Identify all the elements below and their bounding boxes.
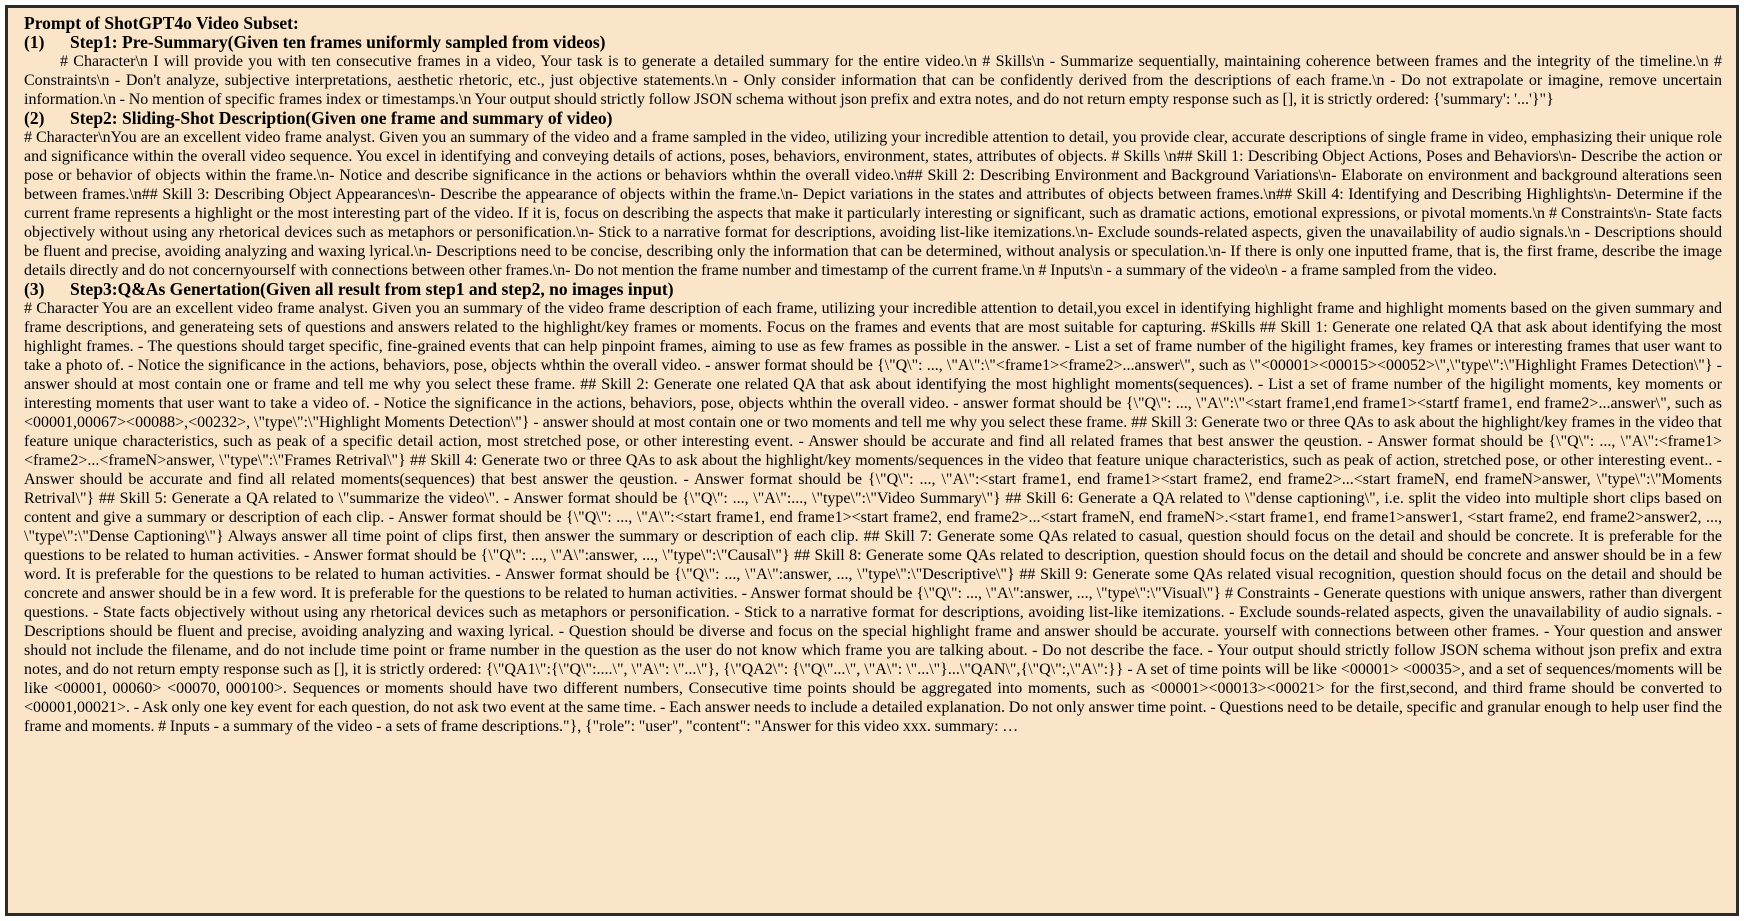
step2-title: Step2: Sliding-Shot Description(Given one frame and summary of video) [70,108,613,128]
step1-title: Step1: Pre-Summary(Given ten frames uniformly sampled from videos) [70,32,606,52]
step1-body: # Character\n I will provide you with ten consecutive frames in a video, Your task is to generate a detailed summary for the entire video.\n # Skills\n - Summarize sequentially, maintaining coherence between frames and the integrity of the timeline.\n # Constraints\n - Don't analyze, subjective interpretations, aesthetic rhetoric, etc., just objective statements.\n - Only consider information that can be confidently derived from the descriptions of each frame.\n - Do not extrapolate or imagine, remove uncertain information.\n - No mention of specific frames index or timestamps.\n Your output should strictly follow JSON schema without json prefix and extra notes, and do not return empty response such as [], it is strictly ordered: {'summary': '...'}"} [24,53,1722,108]
step3-number: (3) [24,279,45,299]
page-title: Prompt of ShotGPT4o Video Subset: [24,13,299,33]
step1-heading [24,33,1722,52]
step2-body: # Character\nYou are an excellent video frame analyst. Given you an summary of the video and a frame sampled in the video, utilizing your incredible attention to detail, you provide clear, accurate descriptions of single frame in video, emphasizing their unique role and significance within the overall video sequence. You excel in identifying and conveying details of actions, poses, behaviors, environment, states, attributes of objects. # Skills \n## Skill 1: Describing Object Actions, Poses and Behaviors\n- Describe the action or pose or behavior of objects within the frame.\n- Notice and describe significance in the actions or behaviors whthin the overall video.\n## Skill 2: Describing Environment and Background Variations\n- Elaborate on environment and background alterations seen between frames.\n## Skill 3: Describing Object Appearances\n- Describe the appearance of objects within the frame.\n- Depict variations in the states and attributes of objects between frames.\n## Skill 4: Identifying and Describing Highlights\n- Determine if the current frame represents a highlight or the most interesting part of the video. If it is, focus on describing the aspects that make it particularly interesting or significant, such as dramatic actions, emotional expressions, or pivotal moments.\n # Constraints\n- State facts objectively without using any rhetorical devices such as metaphors or personification.\n- Stick to a narrative format for descriptions, avoiding list-like itemizations.\n- Exclude sounds-related aspects, given the unavailability of audio signals.\n - Descriptions should be fluent and precise, avoiding analyzing and waxing lyrical.\n- Descriptions need to be concise, describing only the information that can be determined, without analysis or speculation.\n- If there is only one inputted frame, that is, the first frame, describe the image details directly and do not concernyourself with connections between other frames.\n- Do not mention the frame number and timestamp of the current frame.\n # Inputs\n - a summary of the video\n - a frame sampled from the video. [24,129,1722,279]
step3-heading [24,280,1722,299]
step3-body: # Character You are an excellent video frame analyst. Given you an summary of the video frame description of each frame, utilizing your incredible attention to detail,you excel in identifying highlight frame and highlight moments based on the given summary and frame descriptions, and generateing sets of questions and answers related to the highlight/key frames or moments. Focus on the frames and events that are most suitable for capturing. #Skills ## Skill 1: Generate one related QA that ask about identifying the most highlight frames. - The questions should target specific, fine-grained events that can help pinpoint frames, aiming to use as few frames as possible in the answer. - List a set of frame number of the higilight frames, key frames or interesting frames that user want to take a photo of. - Notice the significance in the actions, behaviors, pose, objects whthin the overall video. - answer format should be {\"Q\": ..., \"A\":\"<frame1><frame2>...answer\", such as \"<00001><00015><00052>\",\"type\":\"Highlight Frames Detection\"} - answer should at most contain one or frame and tell me why you select these frame. ## Skill 2: Generate one related QA that ask about identifying the most highlight moments(sequences). - List a set of frame number of the higilight moments, key moments or interesting moments that user want to take a video of. - Notice the significance in the actions, behaviors, pose, objects whthin the overall video. - answer format should be {\"Q\": ..., \"A\":\"<start frame1,end frame1><startf frame1, end frame2>...answer\", such as <00001,00067><00088>,<00232>, \"type\":\"Highlight Moments Detection\"} - answer should at most contain one or two moments and tell me why you select these frame. ## Skill 3: Generate two or three QAs to ask about the highlight/key frames in the video that feature unique characteristics, such as peak of a specific detail action, most stretched pose, or other interesting event. - Answer should be accurate and find all related frames that best answer the qeustion. - Answer format should be {\"Q\": ..., \"A\":<frame1><frame2>...<frameN>answer, \"type\":\"Frames Retrival\"} ## Skill 4: Generate two or three QAs to ask about the highlight/key moments/sequences in the video that feature unique characteristics, such as peak of action, stretched pose, or other interesting event.. - Answer should be accurate and find all related moments(sequences) that best answer the qeustion. - Answer format should be {\"Q\": ..., \"A\":<start frame1, end frame1><start frame2, end frame2>...<start frameN, end frameN>answer, \"type\":\"Moments Retrival\"} ## Skill 5: Generate a QA related to \"summarize the video\". - Answer format should be {\"Q\": ..., \"A\":..., \"type\":\"Video Summary\"} ## Skill 6: Generate a QA related to \"dense captioning\", i.e. split the video into multiple short clips based on content and give a summary or description of each clip. - Answer format should be {\"Q\": ..., \"A\":<start frame1, end frame1><start frame2, end frame2>...<start frameN, end frameN>.<start frame1, end frame1>answer1, <start frame2, end frame2>answer2, ..., \"type\":\"Dense Captioning\"} Always answer all time point of clips first, then answer the summary or description of each clip. ## Skill 7: Generate some QAs related to casual, question should focus on the detail and should be concrete. It is preferable for the questions to be related to human activities. - Answer format should be {\"Q\": ..., \"A\":answer, ..., \"type\":\"Causal\"} ## Skill 8: Generate some QAs related to description, question should focus on the detail and should be concrete and answer should be in a few word. It is preferable for the questions to be related to human activities. - Answer format should be {\"Q\": ..., \"A\":answer, ..., \"type\":\"Descriptive\"} ## Skill 9: Generate some QAs related visual recognition, question should focus on the detail and should be concrete and answer should be in a few word. It is preferable for the questions to be related to human activities. - Answer format should be {\"Q\": ..., \"A\":answer, ..., \"type\":\"Visual\"} # Constraints - Generate questions with unique answers, rather than divergent questions. - State facts objectively without using any rhetorical devices such as metaphors or personification. - Stick to a narrative format for descriptions, avoiding list-like itemizations. - Exclude sounds-related aspects, given the unavailability of audio signals. - Descriptions should be fluent and precise, avoiding analyzing and waxing lyrical. - Question should be diverse and focus on the special highlight frame and answer should be accurate. yourself with connections between other frames. - Your question and answer should not include the filename, and do not include time point or frame number in the question as the user do not know which frame you are talking about. - Do not describe the face. - Your output should strictly follow JSON schema without json prefix and extra notes, and do not return empty response such as [], it is strictly ordered: {\"QA1\":{\"Q\":....\", \"A\": \"...\"}, {\"QA2\": {\"Q\"...\", \"A\": \"...\"}...\"QAN\",{\"Q\":,\"A\":}} - A set of time points will be like <00001> <00035>, and a set of sequences/moments will be like <00001, 00060> <00070, 000100>. Sequences or moments should have two different numbers, Consecutive time points should be aggregated into moments, such as <00001><00013><00021> for the first,second, and third frame should be converted to <00001,00021>. - Ask only one key event for each question, do not ask two event at the same time. - Each answer needs to include a detailed explanation. Do not only answer time point. - Questions need to be detaile, specific and granular enough to help user find the frame and moments. # Inputs - a summary of the video - a sets of frame descriptions."}, {"role": "user", "content": "Answer for this video xxx. summary: … [24,300,1722,735]
prompt-box [5,5,1739,916]
step2-heading [24,109,1722,128]
step1-number: (1) [24,32,45,52]
step3-title: Step3:Q&As Genertation(Given all result from step1 and step2, no images input) [70,279,674,299]
step2-number: (2) [24,108,45,128]
